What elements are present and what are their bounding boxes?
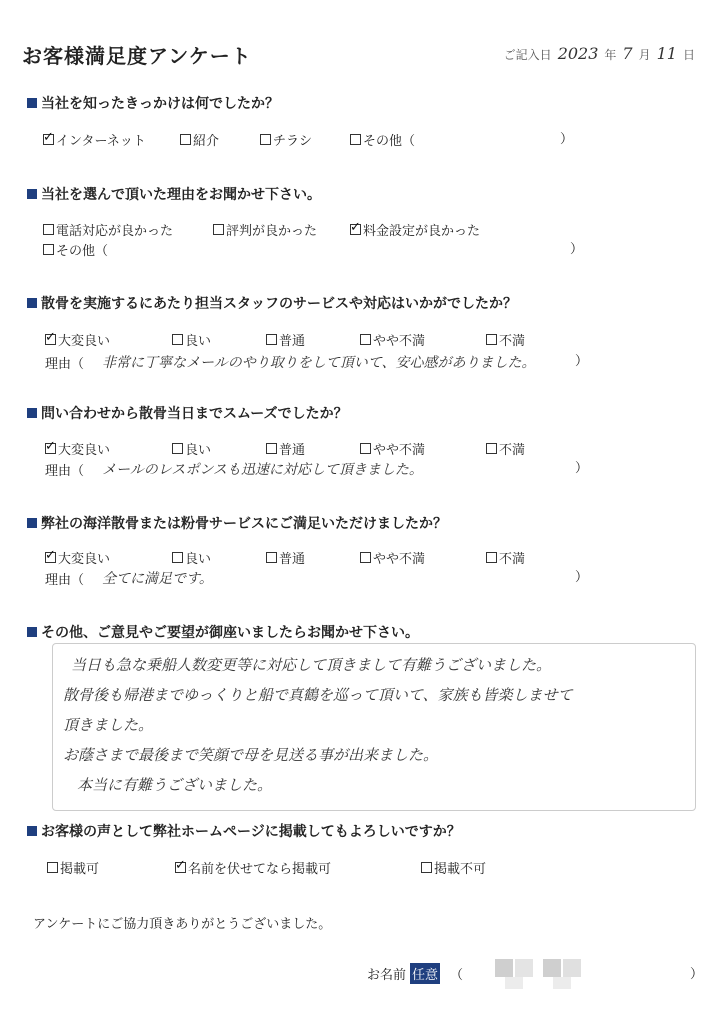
question-7-heading	[27, 821, 461, 841]
q4-option-unsatisfied[interactable]: 不満	[486, 439, 525, 458]
q2-option-reputation[interactable]: 評判が良かった	[213, 220, 317, 239]
square-bullet-icon	[27, 298, 37, 308]
q4-reason-row	[45, 459, 423, 479]
square-bullet-icon	[27, 189, 37, 199]
q3-paren-close: ）	[575, 354, 589, 369]
square-bullet-icon	[27, 98, 37, 108]
name-label: お名前	[367, 968, 407, 983]
checkbox-icon[interactable]	[43, 224, 54, 235]
question-6-heading	[27, 622, 419, 642]
square-bullet-icon	[27, 408, 37, 418]
q4-option-very-good[interactable]: ✓ 大変良い	[45, 439, 110, 458]
checkbox-icon[interactable]	[47, 862, 58, 873]
checkbox-icon[interactable]	[350, 134, 361, 145]
q1-option-flyer[interactable]: チラシ	[260, 130, 312, 149]
checkbox-icon[interactable]	[266, 443, 277, 454]
square-bullet-icon	[27, 518, 37, 528]
q3-reason-text[interactable]: 非常に丁寧なメールのやり取りをして頂いて、安心感がありました。	[102, 355, 536, 371]
name-paren-close: ）	[690, 967, 704, 982]
q4-option-good[interactable]: 良い	[172, 439, 211, 458]
checkbox-icon[interactable]	[172, 334, 183, 345]
year-value[interactable]: 2023	[557, 44, 599, 63]
reason-label: 理由（	[45, 356, 85, 372]
reason-label: 理由（	[45, 572, 85, 588]
name-paren-open: （	[450, 968, 464, 983]
q5-paren-close: ）	[575, 570, 589, 585]
checkbox-icon[interactable]	[266, 552, 277, 563]
q4-reason-text[interactable]: メールのレスポンスも迅速に対応して頂きました。	[102, 462, 423, 478]
checkbox-checked-icon[interactable]	[43, 134, 54, 145]
q2-option-price[interactable]: ✓ 料金設定が良かった	[350, 220, 480, 239]
q3-option-somewhat-unsatisfied[interactable]: やや不満	[360, 330, 425, 349]
q1-option-internet[interactable]: ✓ インターネット	[43, 130, 146, 149]
checkbox-checked-icon[interactable]	[350, 224, 361, 235]
q7-option-allow-anonymous[interactable]: ✓ 名前を伏せてなら掲載可	[175, 858, 331, 877]
month-unit: 月	[638, 48, 651, 62]
question-4-text: 問い合わせから散骨当日までスムーズでしたか？	[41, 406, 348, 422]
question-3-heading	[27, 293, 517, 313]
square-bullet-icon	[27, 627, 37, 637]
checkbox-icon[interactable]	[486, 334, 497, 345]
checkbox-icon[interactable]	[172, 552, 183, 563]
q3-option-very-good[interactable]: ✓ 大変良い	[45, 330, 110, 349]
q7-option-allow[interactable]: 掲載可	[47, 858, 99, 877]
comment-line: 当日も急な乗船人数変更等に対応して頂きまして有難うございました。	[71, 656, 552, 674]
question-5-heading	[27, 513, 447, 533]
checkbox-icon[interactable]	[486, 443, 497, 454]
year-unit: 年	[604, 48, 617, 62]
q2-option-other[interactable]: その他（	[43, 240, 108, 259]
checkbox-icon[interactable]	[360, 334, 371, 345]
q3-option-average[interactable]: 普通	[266, 330, 305, 349]
question-2-heading	[27, 184, 321, 204]
checkbox-icon[interactable]	[172, 443, 183, 454]
comment-line: お蔭さまで最後まで笑顔で母を見送る事が出来ました。	[63, 746, 439, 764]
square-bullet-icon	[27, 826, 37, 836]
q5-option-average[interactable]: 普通	[266, 548, 305, 567]
q2-paren-close: ）	[570, 242, 584, 257]
checkbox-checked-icon[interactable]	[45, 334, 56, 345]
question-3-text: 散骨を実施するにあたり担当スタッフのサービスや対応はいかがでしたか？	[41, 296, 517, 312]
date-label: ご記入日	[503, 48, 552, 62]
q1-option-referral[interactable]: 紹介	[180, 130, 219, 149]
name-field-redacted[interactable]	[495, 955, 595, 991]
q3-reason-row	[45, 352, 535, 372]
checkbox-icon[interactable]	[266, 334, 277, 345]
checkbox-icon[interactable]	[43, 244, 54, 255]
checkbox-checked-icon[interactable]	[45, 552, 56, 563]
day-unit: 日	[682, 48, 695, 62]
comment-line: 頂きました。	[63, 716, 154, 734]
date-row	[504, 44, 695, 63]
question-1-heading	[27, 93, 279, 113]
checkbox-icon[interactable]	[213, 224, 224, 235]
checkbox-checked-icon[interactable]	[45, 443, 56, 454]
q5-reason-row	[45, 568, 213, 588]
q4-option-somewhat-unsatisfied[interactable]: やや不満	[360, 439, 425, 458]
checkbox-icon[interactable]	[421, 862, 432, 873]
optional-badge: 任意	[410, 963, 440, 984]
page-title: お客様満足度アンケート	[22, 44, 252, 68]
q4-option-average[interactable]: 普通	[266, 439, 305, 458]
question-7-text: お客様の声として弊社ホームページに掲載してもよろしいですか？	[41, 824, 461, 840]
question-4-heading	[27, 403, 348, 423]
q5-option-good[interactable]: 良い	[172, 548, 211, 567]
question-2-text: 当社を選んで頂いた理由をお聞かせ下さい。	[41, 187, 321, 203]
q7-option-deny[interactable]: 掲載不可	[421, 858, 486, 877]
q2-option-phone[interactable]: 電話対応が良かった	[43, 220, 173, 239]
question-6-text: その他、ご意見やご要望が御座いましたらお聞かせ下さい。	[41, 625, 419, 641]
thanks-message: アンケートにご協力頂きありがとうございました。	[33, 917, 332, 932]
q4-paren-close: ）	[575, 461, 589, 476]
comment-line: 本当に有難うございました。	[77, 776, 273, 794]
q5-reason-text[interactable]: 全てに満足です。	[102, 571, 213, 587]
month-value[interactable]: 7	[622, 44, 633, 63]
q5-option-somewhat-unsatisfied[interactable]: やや不満	[360, 548, 425, 567]
reason-label: 理由（	[45, 463, 85, 479]
checkbox-icon[interactable]	[486, 552, 497, 563]
day-value[interactable]: 11	[656, 44, 677, 63]
checkbox-icon[interactable]	[260, 134, 271, 145]
q5-option-unsatisfied[interactable]: 不満	[486, 548, 525, 567]
q5-option-very-good[interactable]: ✓ 大変良い	[45, 548, 110, 567]
q3-option-unsatisfied[interactable]: 不満	[486, 330, 525, 349]
comment-line: 散骨後も帰港までゆっくりと船で真鶴を巡って頂いて、家族も皆楽しませて	[63, 686, 573, 704]
checkbox-icon[interactable]	[360, 443, 371, 454]
q3-option-good[interactable]: 良い	[172, 330, 211, 349]
name-row	[367, 963, 463, 984]
q1-option-other[interactable]: その他（	[350, 130, 415, 149]
checkbox-checked-icon[interactable]	[175, 862, 186, 873]
question-5-text: 弊社の海洋散骨または粉骨サービスにご満足いただけましたか？	[41, 516, 447, 532]
checkbox-icon[interactable]	[360, 552, 371, 563]
comment-textarea[interactable]	[52, 643, 696, 811]
checkbox-icon[interactable]	[180, 134, 191, 145]
question-1-text: 当社を知ったきっかけは何でしたか？	[41, 96, 279, 112]
q1-paren-close: ）	[560, 132, 574, 147]
